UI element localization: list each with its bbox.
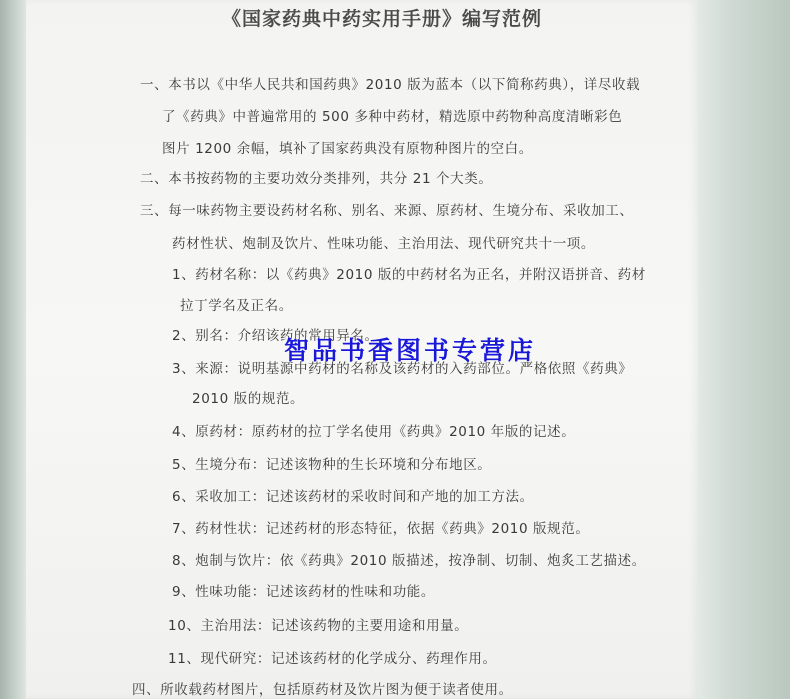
text-line: 四、所收载药材图片，包括原药材及饮片图为便于读者使用。 (132, 682, 513, 698)
text-line: 二、本书按药物的主要功效分类排列，共分 21 个大类。 (140, 171, 493, 187)
text-line: 10、主治用法：记述该药物的主要用途和用量。 (168, 618, 469, 634)
book-spine-edge (0, 0, 26, 699)
text-line: 图片 1200 余幅，填补了国家药典没有原物种图片的空白。 (162, 141, 533, 157)
store-watermark: 智品书香图书专营店 (284, 336, 537, 365)
text-line: 4、原药材：原药材的拉丁学名使用《药典》2010 年版的记述。 (172, 424, 576, 440)
book-page (26, 0, 698, 699)
text-line: 5、生境分布：记述该物种的生长环境和分布地区。 (172, 457, 492, 473)
text-line: 拉丁学名及正名。 (180, 298, 293, 314)
text-line: 7、药材性状：记述药材的形态特征，依据《药典》2010 版规范。 (172, 521, 590, 537)
text-line: 3、来源：说明基源中药材的名称及该药材的入药部位。严格依照《药典》 (172, 361, 633, 377)
text-line: 2、别名：介绍该药的常用异名。 (172, 328, 379, 344)
text-line: 6、采收加工：记述该药材的采收时间和产地的加工方法。 (172, 489, 534, 505)
text-line: 了《药典》中普遍常用的 500 多种中药材，精选原中药物种高度清晰彩色 (162, 109, 623, 125)
background-surface (690, 0, 790, 699)
text-line: 9、性味功能：记述该药材的性味和功能。 (172, 584, 435, 600)
text-line: 11、现代研究：记述该药材的化学成分、药理作用。 (168, 651, 497, 667)
text-line: 1、药材名称：以《药典》2010 版的中药材名为正名，并附汉语拼音、药材 (172, 267, 646, 283)
text-line: 三、每一味药物主要设药材名称、别名、来源、原药材、生境分布、采收加工、 (140, 203, 634, 219)
page-title: 《国家药典中药实用手册》编写范例 (222, 8, 543, 30)
text-line: 药材性状、炮制及饮片、性味功能、主治用法、现代研究共十一项。 (172, 236, 595, 252)
text-line: 8、炮制与饮片：依《药典》2010 版描述，按净制、切制、炮炙工艺描述。 (172, 553, 646, 569)
text-line: 2010 版的规范。 (192, 391, 305, 407)
text-line: 一、本书以《中华人民共和国药典》2010 版为蓝本（以下简称药典），详尽收载 (140, 77, 641, 93)
